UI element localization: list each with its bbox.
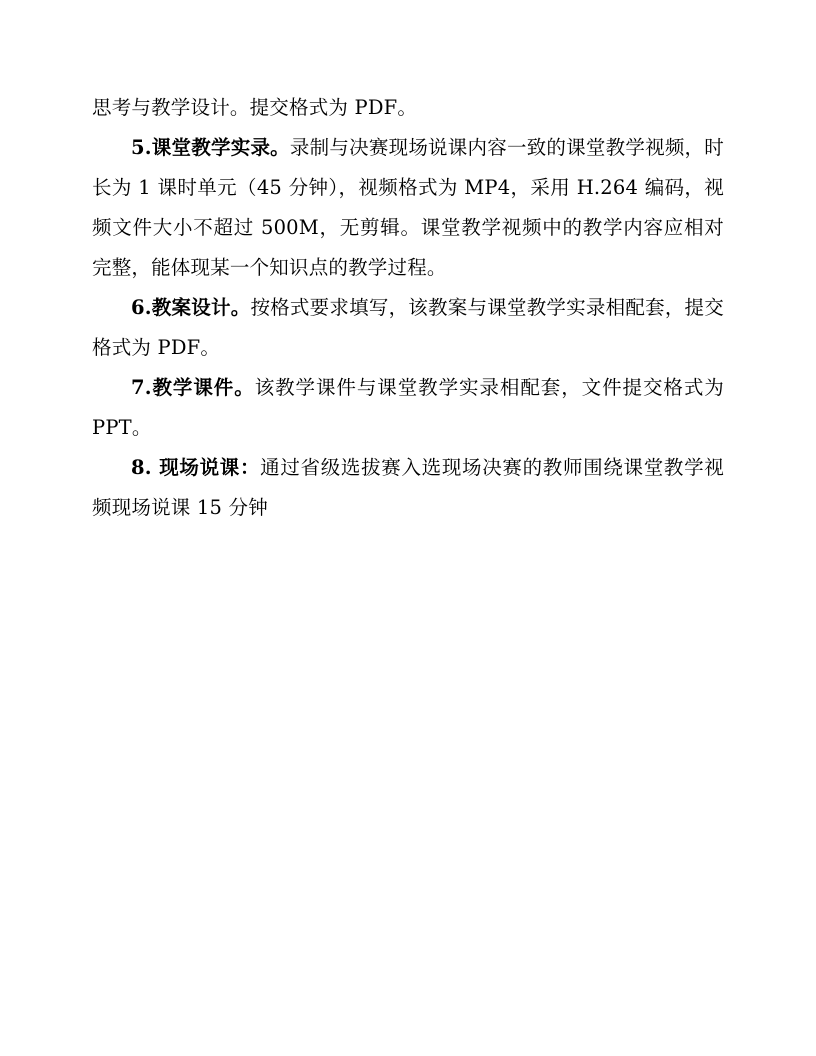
paragraph-heading: 6.教案设计。	[131, 296, 251, 319]
paragraph-heading: 7.教学课件。	[131, 376, 255, 399]
paragraph-item-8	[92, 448, 724, 528]
paragraph-item-6	[92, 288, 724, 368]
paragraph-text: 该教学课件与课堂教学实录相配套，文件提交格式为 PPT。	[92, 376, 724, 439]
paragraph-heading: 5.课堂教学实录。	[131, 136, 290, 159]
document-body	[92, 88, 724, 528]
paragraph-item-5	[92, 128, 724, 288]
paragraph-heading: 8. 现场说课：	[131, 456, 261, 479]
paragraph-text: 按格式要求填写，该教案与课堂教学实录相配套，提交格式为 PDF。	[92, 296, 724, 359]
paragraph-item-7	[92, 368, 724, 448]
paragraph-text: 录制与决赛现场说课内容一致的课堂教学视频，时长为 1 课时单元（45 分钟），视频格式为 MP4，采用 H.264 编码，视频文件大小不超过 500M，无剪辑。课堂教学视频中的教学内容应相对完整，能体现某一个知识点的教学过程。	[92, 136, 724, 279]
paragraph-continuation	[92, 88, 724, 128]
paragraph-text: 思考与教学设计。提交格式为 PDF。	[92, 96, 418, 119]
paragraph-text: 通过省级选拔赛入选现场决赛的教师围绕课堂教学视频现场说课 15 分钟	[92, 456, 724, 519]
